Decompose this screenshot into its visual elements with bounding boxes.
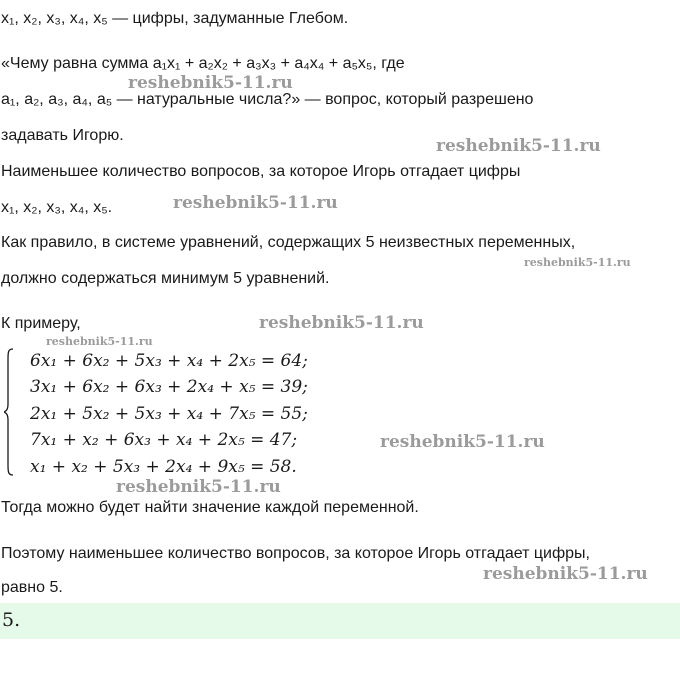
text-line-2: «Чему равна сумма a₁x₁ + a₂x₂ + a₃x₃ + a₄x₄ + a₅x₅, где xyxy=(1,55,405,72)
text-line-5: Наименьшее количество вопросов, за которое Игорь отгадает цифры xyxy=(1,163,521,180)
watermark: reshebnik5-11.ru xyxy=(128,73,293,93)
text-line-9: К примеру, xyxy=(1,315,81,332)
equation-1: 6x₁ + 6x₂ + 5x₃ + x₄ + 2x₅ = 64; xyxy=(30,351,308,371)
watermark: reshebnik5-11.ru xyxy=(436,136,601,156)
system-brace-icon xyxy=(4,348,14,476)
equation-2: 3x₁ + 6x₂ + 6x₃ + 2x₄ + x₅ = 39; xyxy=(30,377,308,397)
text-line-10: Тогда можно будет найти значение каждой переменной. xyxy=(1,499,419,516)
watermark: reshebnik5-11.ru xyxy=(116,477,281,497)
text-line-6: x₁, x₂, x₃, x₄, x₅. xyxy=(1,199,113,216)
watermark: reshebnik5-11.ru xyxy=(259,313,424,333)
equation-3: 2x₁ + 5x₂ + 5x₃ + x₄ + 7x₅ = 55; xyxy=(30,404,308,424)
text-line-12: равно 5. xyxy=(1,579,63,596)
equation-4: 7x₁ + x₂ + 6x₃ + x₄ + 2x₅ = 47; xyxy=(30,430,298,450)
watermark: reshebnik5-11.ru xyxy=(524,256,631,269)
text-line-1: x₁, x₂, x₃, x₄, x₅ — цифры, задуманные Глебом. xyxy=(1,10,349,27)
text-line-8: должно содержаться минимум 5 уравнений. xyxy=(1,270,330,287)
answer-box xyxy=(0,603,680,639)
text-line-4: задавать Игорю. xyxy=(1,127,124,144)
equation-5: x₁ + x₂ + 5x₃ + 2x₄ + 9x₅ = 58. xyxy=(30,457,297,477)
text-line-11: Поэтому наименьшее количество вопросов, за которое Игорь отгадает цифры, xyxy=(1,545,590,562)
text-line-3: a₁, a₂, a₃, a₄, a₅ — натуральные числа?» — вопрос, который разрешено xyxy=(1,91,534,108)
text-line-7: Как правило, в системе уравнений, содержащих 5 неизвестных переменных, xyxy=(1,234,576,251)
watermark: reshebnik5-11.ru xyxy=(173,193,338,213)
answer-value: 5. xyxy=(2,609,21,631)
watermark: reshebnik5-11.ru xyxy=(46,335,153,348)
watermark: reshebnik5-11.ru xyxy=(380,432,545,452)
watermark: reshebnik5-11.ru xyxy=(483,564,648,584)
